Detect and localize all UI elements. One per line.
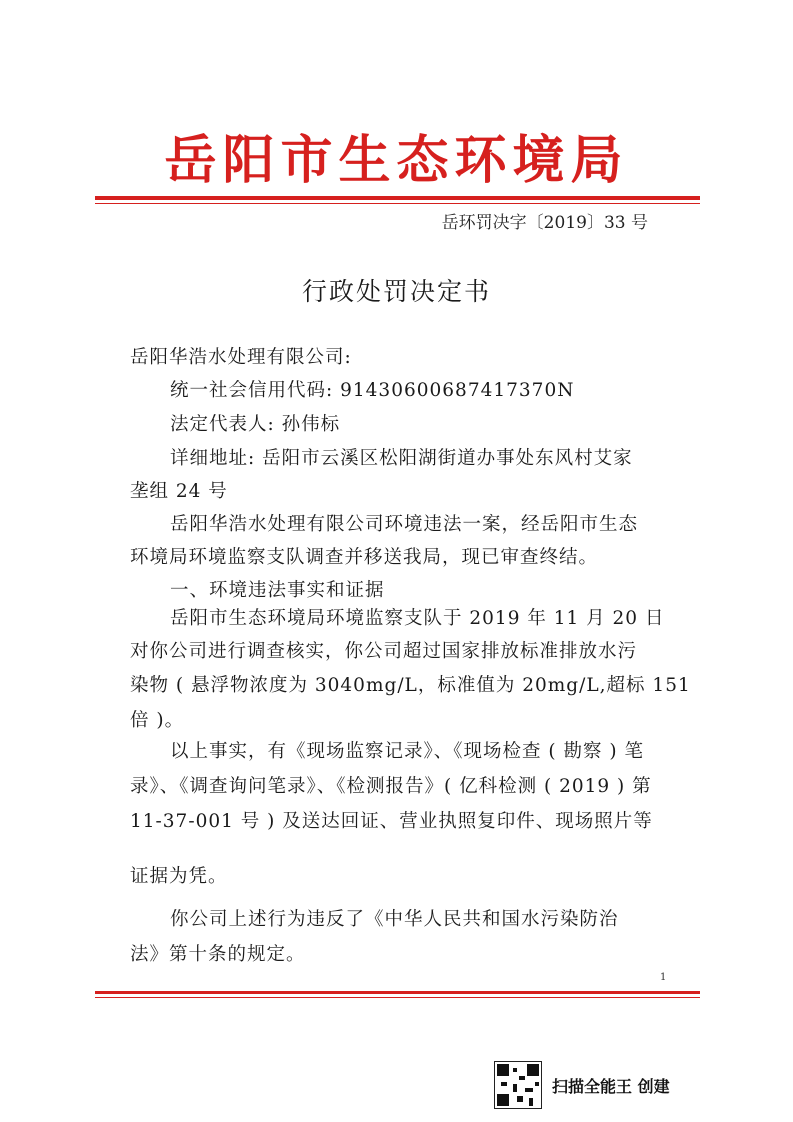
- footer-rule-thin: [95, 997, 700, 998]
- section-heading: 一、环境违法事实和证据: [170, 580, 385, 601]
- violation-line-1: 你公司上述行为违反了《中华人民共和国水污染防治: [170, 909, 619, 930]
- facts-line-3: 染物 ( 悬浮物浓度为 3040mg/L，标准值为 20mg/L,超标 151: [130, 675, 691, 696]
- evidence-line-4: 证据为凭。: [130, 866, 228, 887]
- facts-line-2: 对你公司进行调查核实，你公司超过国家排放标准排放水污: [130, 641, 638, 662]
- evidence-line-2: 录》、《调查询问笔录》、《检测报告》( 亿科检测 ( 2019 ) 第: [130, 776, 652, 797]
- intro-line-2: 环境局环境监察支队调查并移送我局，现已审查终结。: [130, 547, 599, 568]
- evidence-line-1: 以上事实，有《现场监察记录》、《现场检查 ( 勘察 ) 笔: [170, 741, 644, 762]
- scanner-label: 扫描全能王 创建: [552, 1076, 670, 1096]
- violation-line-2: 法》第十条的规定。: [130, 944, 306, 965]
- legal-representative: 法定代表人: 孙伟标: [170, 414, 341, 435]
- party-name: 岳阳华浩水处理有限公司:: [130, 347, 352, 368]
- qr-code-icon: [494, 1061, 542, 1109]
- address-line-2: 垄组 24 号: [130, 481, 228, 502]
- facts-line-4: 倍 )。: [130, 710, 185, 731]
- facts-line-1: 岳阳市生态环境局环境监察支队于 2019 年 11 月 20 日: [170, 608, 665, 629]
- scanner-watermark: [494, 1058, 724, 1112]
- credit-code: 统一社会信用代码: 91430600687417370N: [170, 380, 575, 401]
- footer-rule-thick: [95, 991, 700, 994]
- header-rule-thin: [95, 203, 700, 204]
- address-line-1: 详细地址: 岳阳市云溪区松阳湖街道办事处东风村艾家: [170, 448, 633, 469]
- header-rule-thick: [95, 196, 700, 200]
- agency-header: 岳阳市生态环境局: [164, 131, 629, 191]
- intro-line-1: 岳阳华浩水处理有限公司环境违法一案，经岳阳市生态: [170, 514, 639, 535]
- document-title: 行政处罚决定书: [301, 277, 491, 306]
- evidence-line-3: 11-37-001 号 ) 及送达回证、营业执照复印件、现场照片等: [130, 811, 653, 832]
- document-number: 岳环罚决字〔2019〕33 号: [441, 213, 648, 233]
- page-number: 1: [660, 972, 667, 983]
